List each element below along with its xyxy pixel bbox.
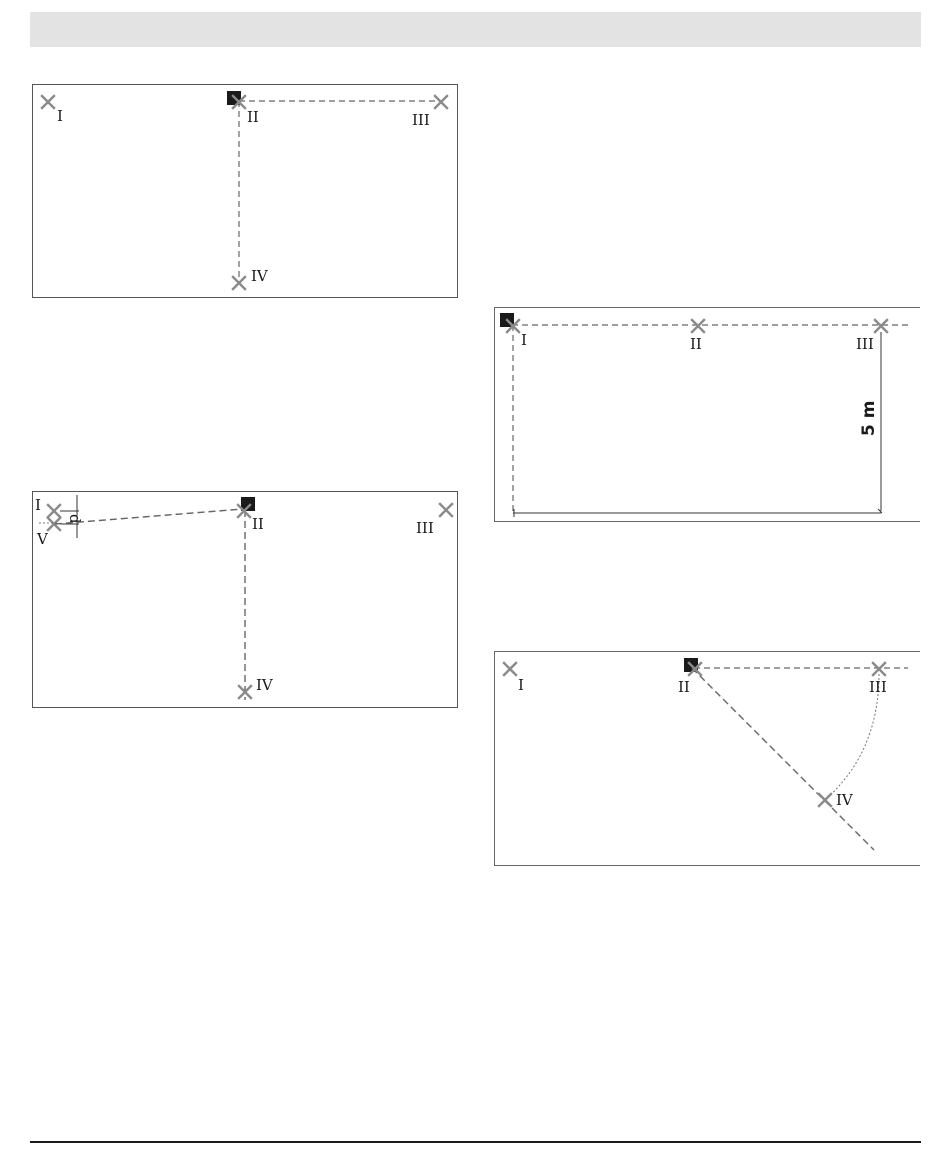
header-bar (30, 12, 921, 47)
label-point-i: I (518, 676, 524, 694)
cross-mark-icon (504, 663, 516, 675)
label-point-ii: II (247, 108, 259, 126)
label-point-i: I (35, 496, 41, 514)
label-point-ii: II (678, 678, 690, 696)
figure-4-diagram (494, 651, 920, 866)
label-point-iv: IV (836, 791, 853, 809)
cross-mark-icon (435, 96, 447, 108)
figure-3-svg (494, 308, 920, 523)
label-point-iii: III (412, 111, 430, 129)
label-point-i: I (521, 331, 527, 349)
figure-3-diagram (494, 307, 920, 522)
label-point-iv: IV (251, 267, 268, 285)
footer-rule (30, 1141, 921, 1143)
cross-mark-icon (875, 320, 887, 332)
label-deviation-d: d (66, 514, 84, 524)
label-point-iii: III (416, 519, 434, 537)
label-point-i: I (57, 107, 63, 125)
cross-mark-icon (42, 96, 54, 108)
figure-4-svg (494, 652, 920, 867)
cross-mark-icon (692, 320, 704, 332)
figure-1-diagram (32, 84, 458, 298)
label-point-ii: II (252, 515, 264, 533)
cross-mark-icon (440, 504, 452, 516)
cross-mark-icon (819, 794, 831, 806)
label-point-v: V (37, 530, 48, 548)
distance-label: 5 m (859, 400, 879, 436)
figure-2-diagram (32, 491, 458, 708)
cross-mark-icon (48, 505, 60, 517)
cross-mark-icon (873, 663, 885, 675)
figure-1-svg (33, 85, 459, 299)
figure-2-svg (33, 492, 459, 709)
label-point-iii: III (869, 678, 887, 696)
cross-mark-icon (233, 277, 245, 289)
laser-line-diagonal (692, 668, 874, 850)
label-point-iv: IV (256, 676, 273, 694)
label-point-iii: III (856, 335, 874, 353)
label-point-ii: II (690, 335, 702, 353)
